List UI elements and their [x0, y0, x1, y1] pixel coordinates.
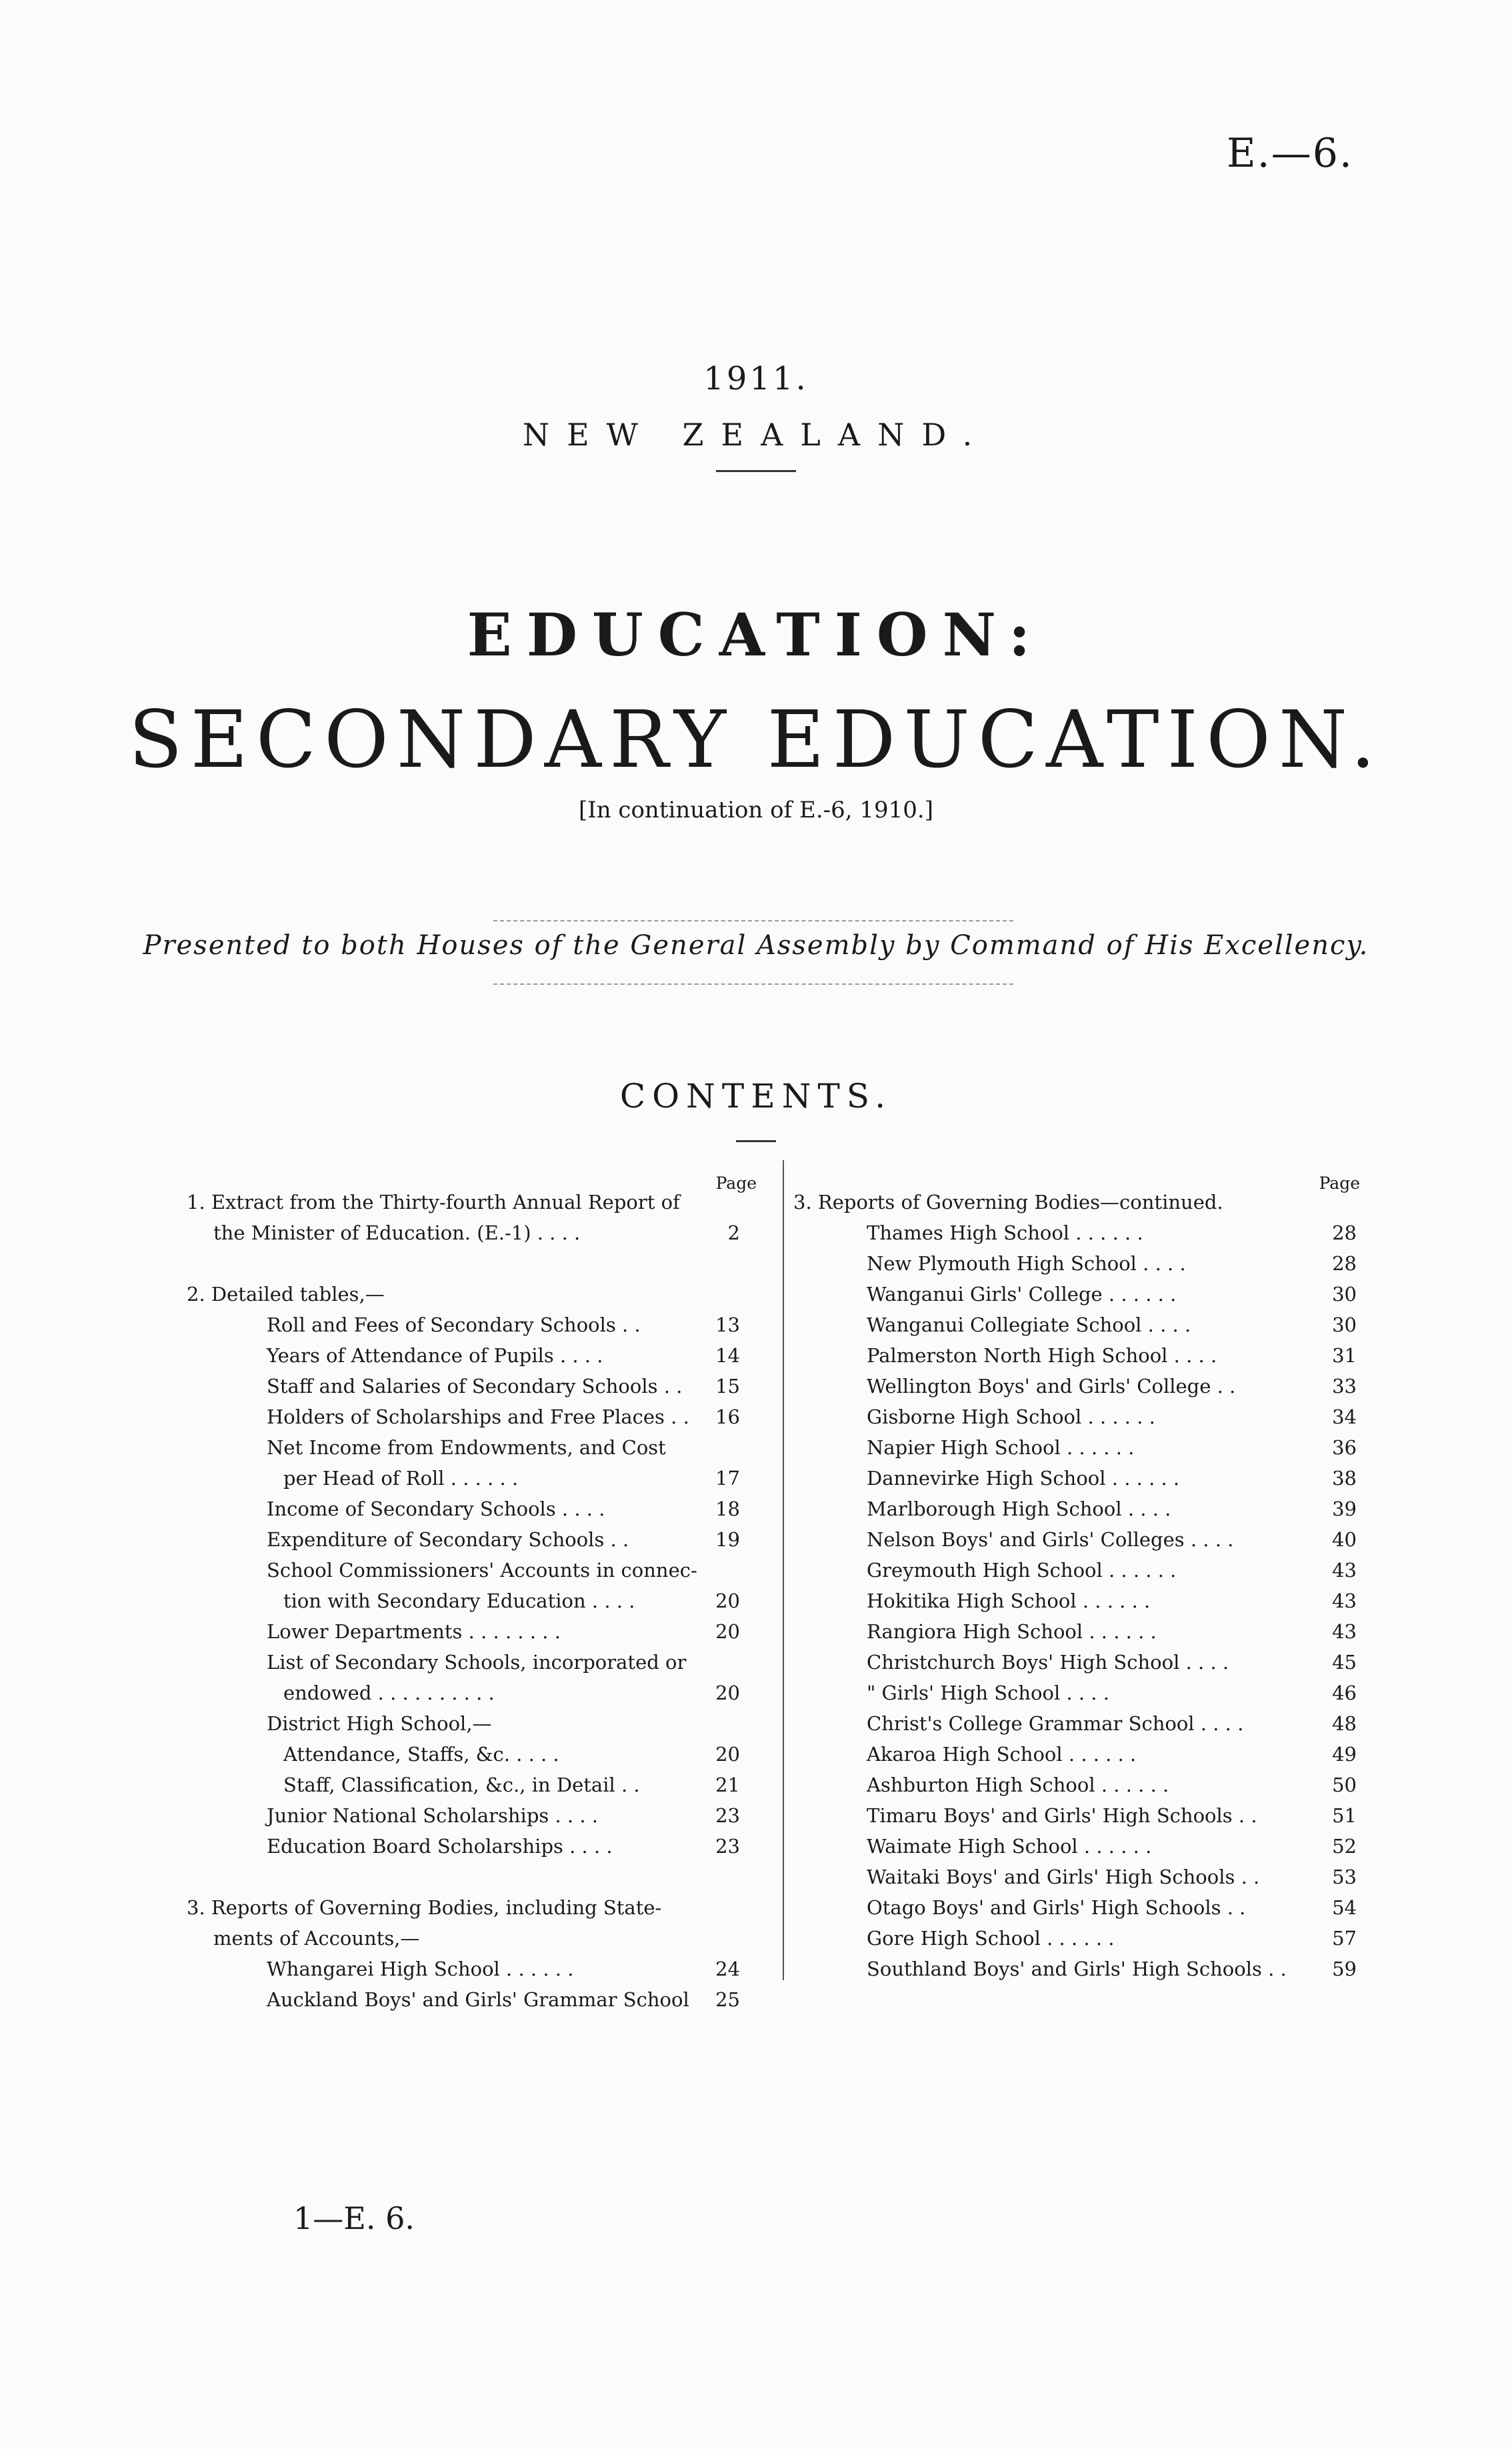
toc-entry-label: New Plymouth High School . . . . [867, 1252, 1186, 1275]
toc-entry-label: Expenditure of Secondary Schools . . [267, 1528, 629, 1551]
toc-entry [187, 1586, 767, 1616]
toc-entry [187, 1770, 767, 1800]
toc-entry [793, 1371, 1373, 1402]
toc-entry-label: Wanganui Girls' College . . . . . . [867, 1283, 1177, 1306]
toc-entry-page: 34 [1332, 1406, 1357, 1428]
toc-entry [187, 1616, 767, 1647]
toc-entry-label: Nelson Boys' and Girls' Colleges . . . . [867, 1528, 1234, 1551]
toc-entry-page: 23 [715, 1804, 740, 1827]
toc-entry-label: 1. Extract from the Thirty-fourth Annual Report of [187, 1191, 680, 1213]
toc-entry-label: 2. Detailed tables,— [187, 1283, 385, 1306]
contents-right-column [793, 1173, 1373, 2020]
divider [736, 1140, 776, 1142]
toc-entry-label: per Head of Roll . . . . . . [283, 1467, 519, 1490]
toc-entry-label: Whangarei High School . . . . . . [267, 1958, 574, 1980]
toc-entry-page: 20 [715, 1590, 740, 1612]
divider [493, 983, 1013, 985]
toc-entry [187, 1647, 767, 1678]
toc-entry-page: 48 [1332, 1712, 1357, 1735]
toc-entry-page: 46 [1332, 1682, 1357, 1704]
toc-entry-label: ments of Accounts,— [213, 1927, 420, 1950]
page-column-label: Page [715, 1173, 757, 1193]
toc-entry-label: District High School,— [267, 1712, 492, 1735]
toc-entry-page: 43 [1332, 1590, 1357, 1612]
toc-entry-label: School Commissioners' Accounts in connec- [267, 1559, 697, 1582]
toc-entry-page: 59 [1332, 1958, 1357, 1980]
toc-entry [793, 1279, 1373, 1310]
toc-entry-page: 28 [1332, 1221, 1357, 1244]
toc-entry-label: Years of Attendance of Pupils . . . . [267, 1344, 603, 1367]
toc-entry [793, 1954, 1373, 1984]
toc-entry-label: the Minister of Education. (E.-1) . . . . [213, 1221, 581, 1244]
toc-entry [793, 1647, 1373, 1678]
toc-entry [793, 1524, 1373, 1555]
toc-entry-label: Christ's College Grammar School . . . . [867, 1712, 1244, 1735]
continuation-note: [In continuation of E.-6, 1910.] [579, 797, 933, 823]
toc-entry-page: 20 [715, 1682, 740, 1704]
toc-entry [793, 1586, 1373, 1616]
toc-entry-label: Marlborough High School . . . . [867, 1498, 1171, 1520]
toc-entry-label: Napier High School . . . . . . [867, 1436, 1135, 1459]
toc-entry-page: 31 [1332, 1344, 1357, 1367]
toc-entry [187, 1463, 767, 1494]
toc-entry-page: 15 [715, 1375, 740, 1398]
toc-entry [793, 1616, 1373, 1647]
toc-entry-label: Ashburton High School . . . . . . [867, 1774, 1169, 1796]
toc-entry [793, 1432, 1373, 1463]
toc-entry-page: 24 [715, 1958, 740, 1980]
toc-entry-label: Staff, Classification, &c., in Detail . . [283, 1774, 640, 1796]
toc-entry-page: 43 [1332, 1559, 1357, 1582]
toc-entry-page: 19 [715, 1528, 740, 1551]
toc-entry-label: Rangiora High School . . . . . . [867, 1620, 1157, 1643]
toc-entry-label: Palmerston North High School . . . . [867, 1344, 1217, 1367]
toc-entry [187, 1494, 767, 1524]
toc-entry-label: Attendance, Staffs, &c. . . . . [283, 1743, 559, 1766]
toc-entry-label: Akaroa High School . . . . . . [867, 1743, 1137, 1766]
toc-entry [793, 1248, 1373, 1279]
toc-entry-label: Lower Departments . . . . . . . . [267, 1620, 561, 1643]
toc-entry [793, 1678, 1373, 1708]
toc-entry-label: Wanganui Collegiate School . . . . [867, 1314, 1191, 1336]
toc-entry [793, 1555, 1373, 1586]
toc-entry [793, 1800, 1373, 1831]
toc-entry-page: 30 [1332, 1314, 1357, 1336]
toc-entry-page: 30 [1332, 1283, 1357, 1306]
toc-entry-label: Dannevirke High School . . . . . . [867, 1467, 1180, 1490]
toc-entry [187, 1402, 767, 1432]
toc-entry-label: Timaru Boys' and Girls' High Schools . . [867, 1804, 1257, 1827]
toc-entry-page: 54 [1332, 1896, 1357, 1919]
toc-entry-label: " Girls' High School . . . . [867, 1682, 1109, 1704]
toc-entry-page: 28 [1332, 1252, 1357, 1275]
toc-entry-page: 45 [1332, 1651, 1357, 1674]
toc-entry [793, 1923, 1373, 1954]
document-subtitle: SECONDARY EDUCATION. [128, 693, 1384, 785]
toc-entry [187, 1923, 767, 1954]
toc-entry-page: 21 [715, 1774, 740, 1796]
toc-entry-page: 52 [1332, 1835, 1357, 1858]
toc-entry-page: 40 [1332, 1528, 1357, 1551]
toc-entry [187, 1831, 767, 1862]
toc-entry [793, 1708, 1373, 1739]
toc-entry-label: List of Secondary Schools, incorporated or [267, 1651, 687, 1674]
toc-entry [793, 1862, 1373, 1892]
toc-entry-label: Waitaki Boys' and Girls' High Schools . . [867, 1866, 1260, 1888]
toc-entry [793, 1463, 1373, 1494]
toc-entry-page: 53 [1332, 1866, 1357, 1888]
toc-entry-label: Education Board Scholarships . . . . [267, 1835, 613, 1858]
toc-entry [187, 1708, 767, 1739]
toc-entry [187, 1892, 767, 1923]
toc-entry-label: Auckland Boys' and Girls' Grammar School [267, 1988, 689, 2011]
toc-entry [187, 1217, 767, 1248]
toc-continued-heading [793, 1187, 1373, 1217]
toc-entry [187, 1248, 767, 1279]
contents-heading: CONTENTS. [619, 1077, 893, 1115]
divider [493, 920, 1013, 921]
toc-entry-page: 14 [715, 1344, 740, 1367]
toc-entry [793, 1770, 1373, 1800]
divider [716, 470, 796, 472]
toc-entry-label: Otago Boys' and Girls' High Schools . . [867, 1896, 1246, 1919]
toc-entry-label: Wellington Boys' and Girls' College . . [867, 1375, 1236, 1398]
toc-entry-page: 57 [1332, 1927, 1357, 1950]
toc-entry-label: Income of Secondary Schools . . . . [267, 1498, 605, 1520]
toc-entry [187, 1187, 767, 1217]
year: 1911. [703, 360, 809, 397]
toc-entry-label: 3. Reports of Governing Bodies, including State- [187, 1896, 662, 1919]
toc-entry-label: Waimate High School . . . . . . [867, 1835, 1152, 1858]
toc-entry-page: 49 [1332, 1743, 1357, 1766]
toc-entry-page: 36 [1332, 1436, 1357, 1459]
toc-entry-label: tion with Secondary Education . . . . [283, 1590, 635, 1612]
toc-entry [793, 1310, 1373, 1340]
toc-entry [187, 1739, 767, 1770]
toc-entry-page: 20 [715, 1620, 740, 1643]
toc-entry-page: 17 [715, 1467, 740, 1490]
toc-entry [793, 1892, 1373, 1923]
toc-entry [793, 1831, 1373, 1862]
page-reference: E.—6. [1226, 130, 1353, 177]
toc-entry [793, 1402, 1373, 1432]
toc-entry [187, 1984, 767, 2015]
toc-entry [793, 1217, 1373, 1248]
toc-entry-page: 18 [715, 1498, 740, 1520]
toc-entry [793, 1340, 1373, 1371]
toc-entry-page: 51 [1332, 1804, 1357, 1827]
toc-entry-page: 50 [1332, 1774, 1357, 1796]
toc-entry [187, 1862, 767, 1892]
toc-entry [793, 1739, 1373, 1770]
toc-entry-label: Net Income from Endowments, and Cost [267, 1436, 666, 1459]
toc-entry-page: 38 [1332, 1467, 1357, 1490]
toc-entry [187, 1555, 767, 1586]
toc-entry [187, 1279, 767, 1310]
page-column-label: Page [1319, 1173, 1360, 1193]
toc-entry-page: 33 [1332, 1375, 1357, 1398]
toc-entry-label: endowed . . . . . . . . . . [283, 1682, 495, 1704]
toc-entry-label: Roll and Fees of Secondary Schools . . [267, 1314, 641, 1336]
column-divider [783, 1160, 784, 1980]
toc-entry-page: 20 [715, 1743, 740, 1766]
toc-entry-page: 13 [715, 1314, 740, 1336]
toc-entry-page: 43 [1332, 1620, 1357, 1643]
toc-entry-label: Southland Boys' and Girls' High Schools . . [867, 1958, 1287, 1980]
toc-entry [187, 1340, 767, 1371]
toc-entry-label: 3. Reports of Governing Bodies—continued. [793, 1191, 1223, 1213]
toc-entry-label: Staff and Salaries of Secondary Schools . . [267, 1375, 683, 1398]
toc-entry-page: 39 [1332, 1498, 1357, 1520]
toc-entry-label: Hokitika High School . . . . . . [867, 1590, 1151, 1612]
toc-entry-label: Greymouth High School . . . . . . [867, 1559, 1177, 1582]
presented-note: Presented to both Houses of the General Assembly by Command of His Excellency. [143, 930, 1369, 961]
toc-entry [187, 1432, 767, 1463]
toc-entry-label: Christchurch Boys' High School . . . . [867, 1651, 1229, 1674]
toc-entry-page: 23 [715, 1835, 740, 1858]
toc-entry [187, 1371, 767, 1402]
toc-entry-label: Gisborne High School . . . . . . [867, 1406, 1155, 1428]
contents-left-column [187, 1173, 767, 2020]
toc-entry [187, 1954, 767, 1984]
toc-entry [187, 1678, 767, 1708]
toc-entry-label: Thames High School . . . . . . [867, 1221, 1143, 1244]
document-title: EDUCATION: [467, 600, 1045, 669]
toc-entry [187, 1800, 767, 1831]
toc-entry-label: Holders of Scholarships and Free Places . . [267, 1406, 689, 1428]
toc-entry [793, 1494, 1373, 1524]
toc-entry [187, 1524, 767, 1555]
country: NEW ZEALAND. [522, 417, 990, 453]
toc-entry-page: 16 [715, 1406, 740, 1428]
toc-entry [187, 1310, 767, 1340]
footer-signature: 1—E. 6. [293, 2200, 415, 2236]
toc-entry-page: 25 [715, 1988, 740, 2011]
toc-entry-page: 2 [727, 1221, 740, 1244]
toc-entry-label: Gore High School . . . . . . [867, 1927, 1115, 1950]
toc-entry-label: Junior National Scholarships . . . . [267, 1804, 599, 1827]
